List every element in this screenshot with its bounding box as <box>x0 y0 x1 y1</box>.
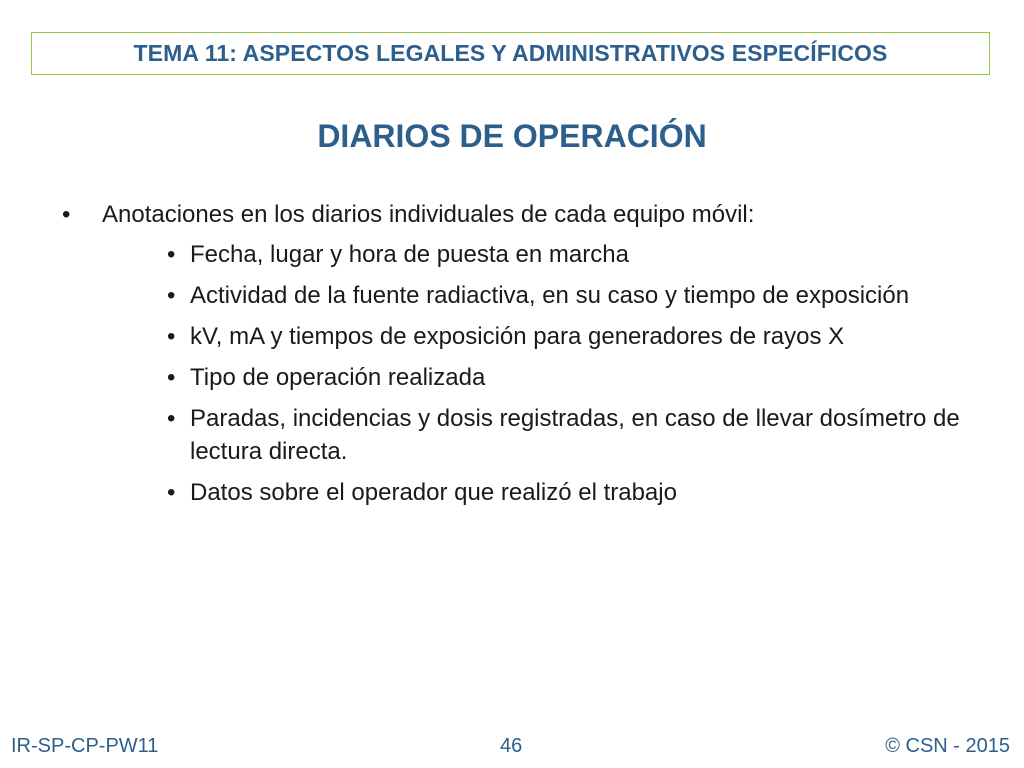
header-title: TEMA 11: ASPECTOS LEGALES Y ADMINISTRATIVOS ESPECÍFICOS <box>133 40 888 66</box>
list-item-text: Anotaciones en los diarios individuales de cada equipo móvil: <box>102 201 755 228</box>
sub-list-item <box>0 238 1024 271</box>
sub-list-item <box>0 320 1024 353</box>
bullet-icon: • <box>167 282 176 309</box>
sub-list-item-text: Actividad de la fuente radiactiva, en su caso y tiempo de exposición <box>190 282 910 309</box>
sub-list-item <box>0 361 1024 394</box>
sub-list-item-text: Fecha, lugar y hora de puesta en marcha <box>190 241 629 268</box>
bullet-icon: • <box>167 241 176 268</box>
footer-page-number: 46 <box>500 735 523 757</box>
bullet-icon: • <box>167 405 176 432</box>
footer-course-code: IR-SP-CP-PW11 <box>11 735 159 757</box>
list-item-main <box>0 198 1024 232</box>
bullet-icon: • <box>62 201 71 228</box>
sub-list-item-text: Tipo de operación realizada <box>190 364 486 391</box>
sub-list-item <box>0 402 1024 468</box>
bullet-icon: • <box>167 323 176 350</box>
header-box <box>31 32 990 75</box>
sub-list-item-text: Datos sobre el operador que realizó el trabajo <box>190 479 677 506</box>
sub-list-item <box>0 279 1024 312</box>
bullet-icon: • <box>167 479 176 506</box>
sub-list-item-text: kV, mA y tiempos de exposición para generadores de rayos X <box>190 323 845 350</box>
bullet-icon: • <box>167 364 176 391</box>
sub-list-item-text: Paradas, incidencias y dosis registradas, en caso de llevar dosímetro de lectura directa. <box>190 405 960 465</box>
bullet-list <box>0 198 1024 517</box>
footer-copyright: © CSN - 2015 <box>885 735 1010 757</box>
sub-list-item <box>0 476 1024 509</box>
slide-title: DIARIOS DE OPERACIÓN <box>317 118 707 154</box>
